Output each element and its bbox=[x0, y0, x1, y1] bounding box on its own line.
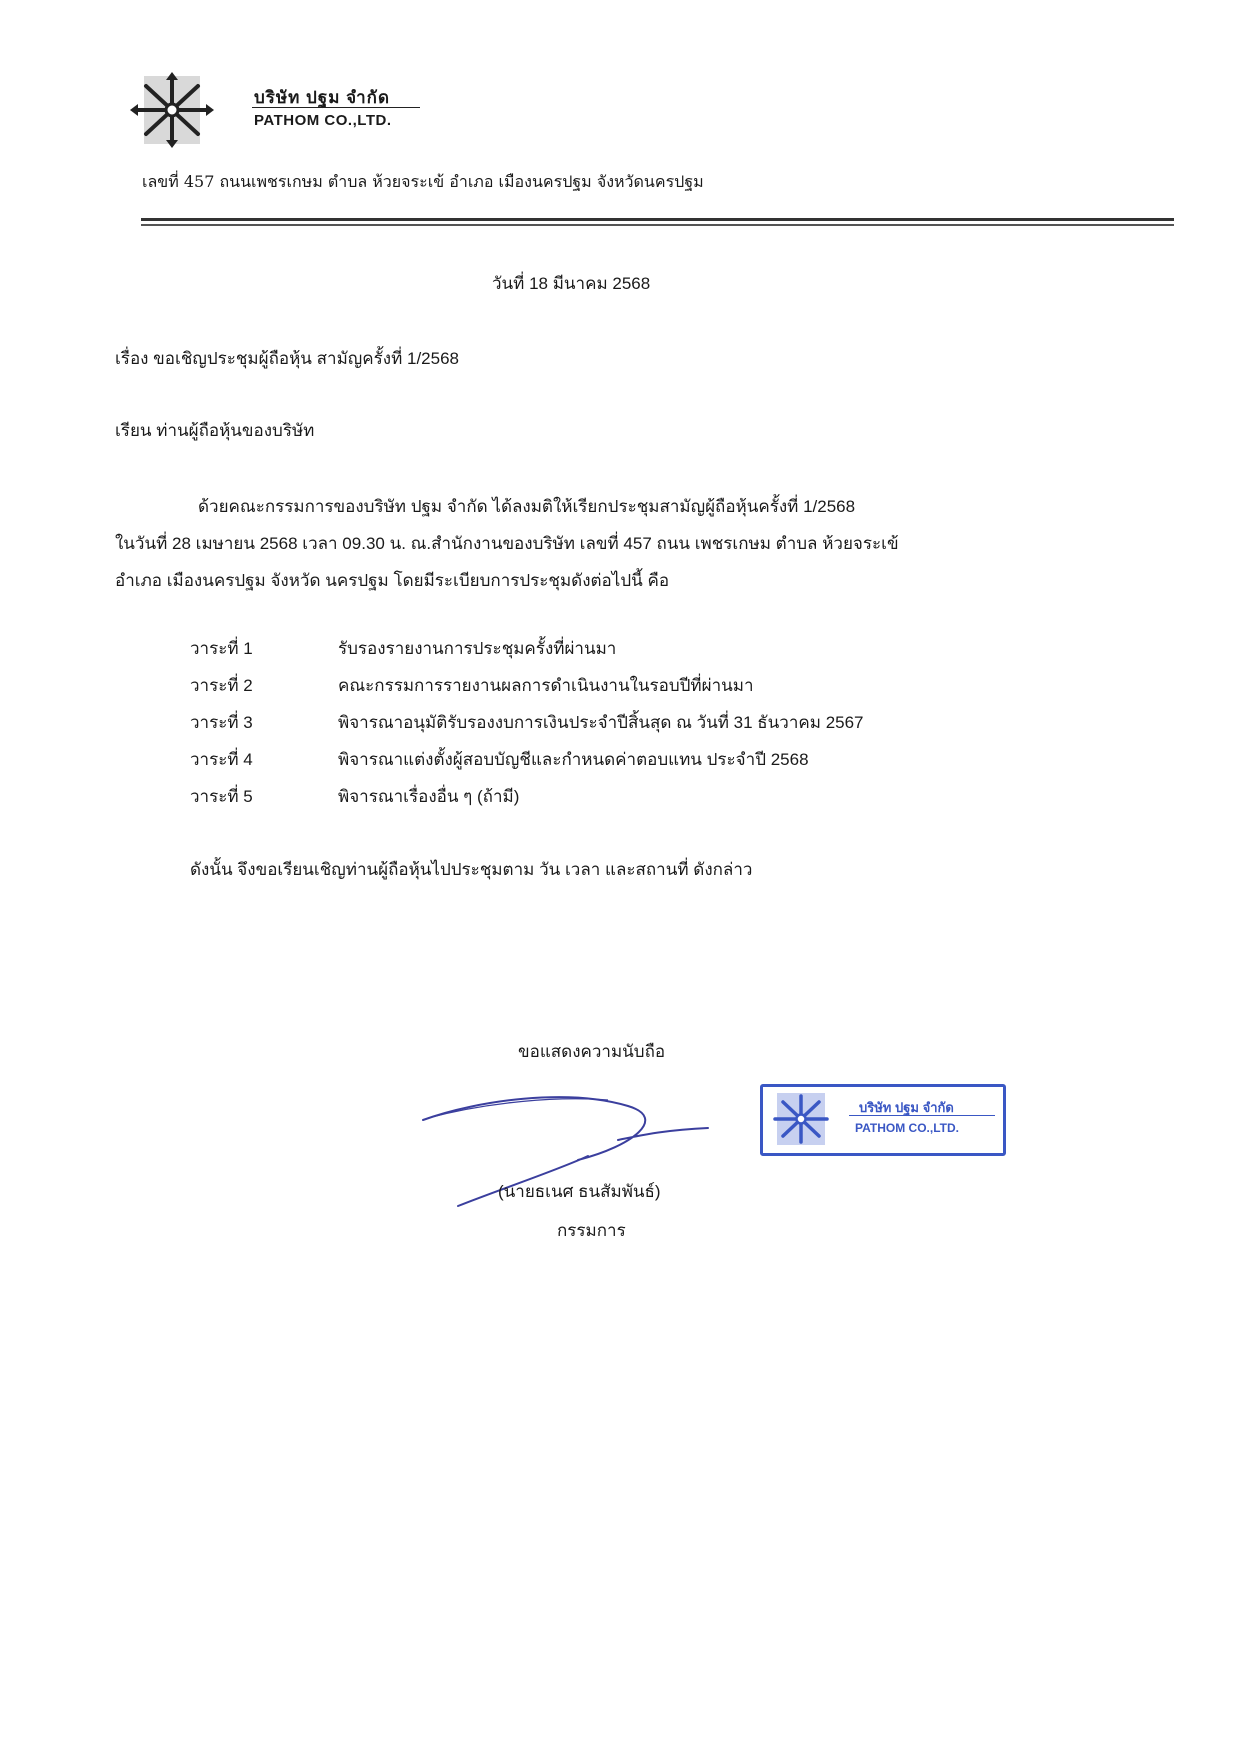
stamp-underline bbox=[849, 1115, 995, 1116]
company-emblem-icon bbox=[122, 70, 222, 150]
company-stamp bbox=[760, 1084, 1006, 1156]
signer-position: กรรมการ bbox=[557, 1221, 626, 1240]
agenda-number: วาระที่ 4 bbox=[190, 750, 253, 769]
regards-text: ขอแสดงความนับถือ bbox=[518, 1042, 666, 1061]
agenda-number: วาระที่ 5 bbox=[190, 787, 253, 806]
header-divider-thin bbox=[141, 224, 1174, 226]
agenda-item bbox=[190, 637, 616, 661]
letter-date: วันที่ 18 มีนาคม 2568 bbox=[492, 274, 651, 293]
agenda-text: พิจารณาแต่งตั้งผู้สอบบัญชีและกำหนดค่าตอบแทน ประจำปี 2568 bbox=[338, 750, 809, 769]
header-divider-thick bbox=[141, 218, 1174, 221]
body-line-1: ด้วยคณะกรรมการของบริษัท ปฐม จำกัด ได้ลงมติให้เรียกประชุมสามัญผู้ถือหุ้นครั้งที่ 1/2568 bbox=[198, 497, 856, 516]
letter-subject: เรื่อง ขอเชิญประชุมผู้ถือหุ้น สามัญครั้งที่ 1/2568 bbox=[115, 349, 459, 368]
company-name-underline bbox=[252, 107, 420, 108]
agenda-item bbox=[190, 748, 809, 772]
agenda-item bbox=[190, 785, 519, 809]
stamp-company-name-english: PATHOM CO.,LTD. bbox=[855, 1121, 959, 1135]
closing-paragraph: ดังนั้น จึงขอเรียนเชิญท่านผู้ถือหุ้นไปประชุมตาม วัน เวลา และสถานที่ ดังกล่าว bbox=[190, 860, 753, 879]
agenda-number: วาระที่ 2 bbox=[190, 676, 253, 695]
agenda-item bbox=[190, 711, 864, 735]
agenda-text: พิจารณาอนุมัติรับรองงบการเงินประจำปีสิ้นสุด ณ วันที่ 31 ธันวาคม 2567 bbox=[338, 713, 864, 732]
agenda-text: รับรองรายงานการประชุมครั้งที่ผ่านมา bbox=[338, 639, 617, 658]
body-line-2: ในวันที่ 28 เมษายน 2568 เวลา 09.30 น. ณ.สำนักงานของบริษัท เลขที่ 457 ถนน เพชรเกษม ตำบล ห้วยจระเข้ bbox=[115, 534, 899, 553]
signer-name: (นายธเนศ ธนสัมพันธ์) bbox=[498, 1182, 661, 1201]
stamp-emblem-icon bbox=[769, 1091, 833, 1147]
agenda-text: พิจารณาเรื่องอื่น ๆ (ถ้ามี) bbox=[338, 787, 520, 806]
body-line-3: อำเภอ เมืองนครปฐม จังหวัด นครปฐม โดยมีระเบียบการประชุมดังต่อไปนี้ คือ bbox=[115, 571, 670, 590]
agenda-number: วาระที่ 1 bbox=[190, 639, 253, 658]
company-address: เลขที่ 457 ถนนเพชรเกษม ตำบล ห้วยจระเข้ อำเภอ เมืองนครปฐม จังหวัดนครปฐม bbox=[142, 172, 704, 191]
company-name-thai: บริษัท ปฐม จำกัด bbox=[254, 88, 390, 107]
stamp-company-name-thai: บริษัท ปฐม จำกัด bbox=[859, 1100, 954, 1115]
company-name-english: PATHOM CO.,LTD. bbox=[254, 112, 392, 129]
letter-salutation: เรียน ท่านผู้ถือหุ้นของบริษัท bbox=[115, 421, 315, 440]
agenda-item bbox=[190, 674, 754, 698]
agenda-number: วาระที่ 3 bbox=[190, 713, 253, 732]
agenda-text: คณะกรรมการรายงานผลการดำเนินงานในรอบปีที่ผ่านมา bbox=[338, 676, 754, 695]
